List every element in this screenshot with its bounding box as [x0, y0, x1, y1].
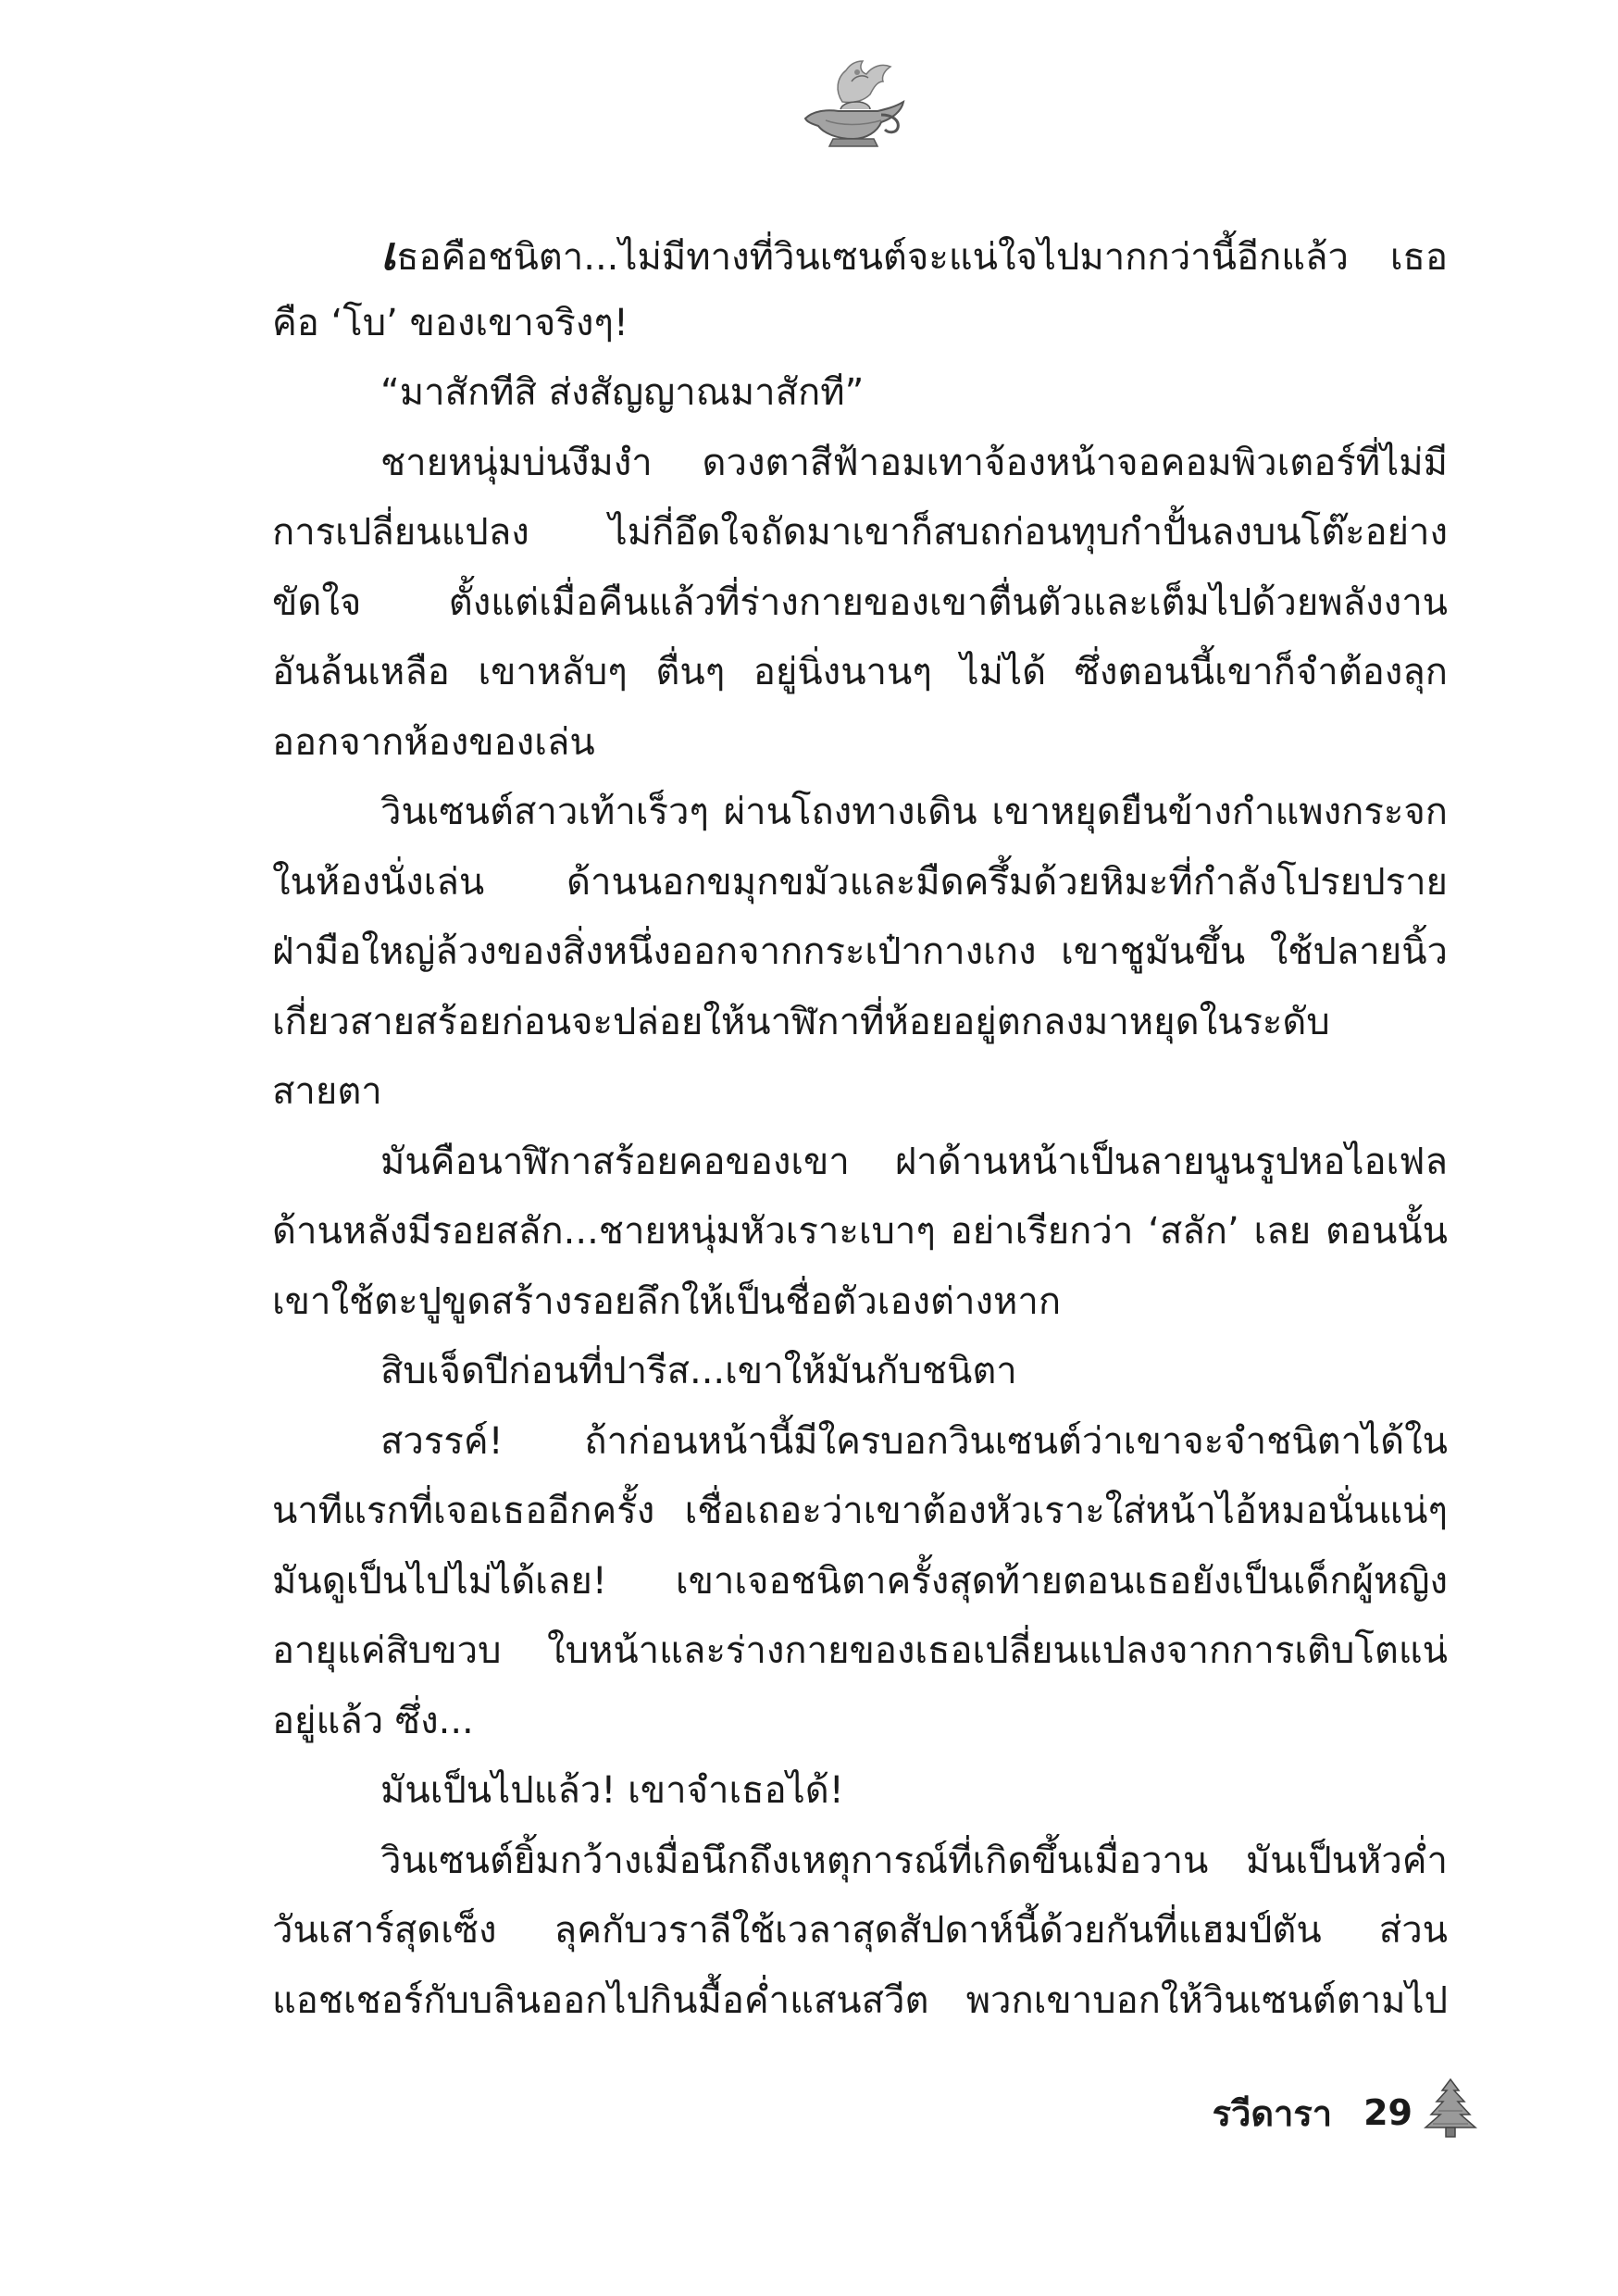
genie-lamp-icon — [789, 54, 918, 156]
page-number: 29 — [1363, 2092, 1413, 2133]
text-line: เขาใช้ตะปูขูดสร้างรอยลึกให้เป็นชื่อตัวเองต่างหาก — [272, 1279, 1062, 1323]
text-line: ชายหนุ่มบ่นงึมงำ ดวงตาสีฟ้าอมเทาจ้องหน้าจอคอมพิวเตอร์ที่ไม่มี — [380, 441, 1448, 484]
book-title: รวีดารา — [1212, 2092, 1333, 2134]
text-line: ขัดใจ ตั้งแต่เมื่อคืนแล้วที่ร่างกายของเขาตื่นตัวและเต็มไปด้วยพลังงาน — [272, 580, 1448, 624]
text-line: อยู่แล้ว ซึ่ง... — [272, 1699, 474, 1742]
text-line: นาทีแรกที่เจอเธออีกครั้ง เชื่อเถอะว่าเขาต้องหัวเราะใส่หน้าไอ้หมอนั่นแน่ๆ — [272, 1490, 1448, 1532]
text-line: อันล้นเหลือ เขาหลับๆ ตื่นๆ อยู่นิ่งนานๆ ไม่ได้ ซึ่งตอนนี้เขาก็จำต้องลุก — [272, 651, 1448, 693]
text-line: อายุแค่สิบขวบ ใบหน้าและร่างกายของเธอเปลี่ยนแปลงจากการเติบโตแน่ — [272, 1629, 1448, 1672]
text-line: “มาสักทีสิ ส่งสัญญาณมาสักที” — [380, 371, 865, 414]
page-footer — [1213, 2085, 1479, 2140]
text-line: การเปลี่ยนแปลง ไม่กี่อึดใจถัดมาเขาก็สบถก่อนทุบกำปั้นลงบนโต๊ะอย่าง — [272, 511, 1448, 554]
text-line: แอชเชอร์กับบลินออกไปกินมื้อค่ำแสนสวีต พวกเขาบอกให้วินเซนต์ตามไป — [272, 1978, 1448, 2022]
text-line: ในห้องนั่งเล่น ด้านนอกขมุกขมัวและมืดครึ้มด้วยหิมะที่กำลังโปรยปราย — [272, 860, 1448, 904]
drop-cap: เ — [380, 226, 397, 281]
text-line: มันดูเป็นไปไม่ได้เลย! เขาเจอชนิตาครั้งสุดท้ายตอนเธอยังเป็นเด็กผู้หญิง — [272, 1559, 1448, 1603]
chapter-text — [272, 218, 1448, 2036]
text-line: สวรรค์! ถ้าก่อนหน้านี้มีใครบอกวินเซนต์ว่าเขาจะจำชนิตาได้ใน — [380, 1419, 1448, 1463]
text-line: ฝ่ามือใหญ่ล้วงของสิ่งหนึ่งออกจากกระเป๋ากางเกง เขาชูมันขึ้น ใช้ปลายนิ้ว — [272, 930, 1448, 973]
text-line: มันเป็นไปแล้ว! เขาจำเธอได้! — [380, 1769, 844, 1812]
text-line: เกี่ยวสายสร้อยก่อนจะปล่อยให้นาฬิกาที่ห้อยอยู่ตกลงมาหยุดในระดับ — [272, 1000, 1330, 1043]
text-line: สายตา — [272, 1070, 382, 1113]
text-line: มันคือนาฬิกาสร้อยคอของเขา ฝาด้านหน้าเป็นลายนูนรูปหอไอเฟล — [380, 1140, 1448, 1183]
text-line: วินเซนต์สาวเท้าเร็วๆ ผ่านโถงทางเดิน เขาหยุดยืนข้างกำแพงกระจก — [380, 791, 1448, 833]
text-line: สิบเจ็ดปีก่อนที่ปารีส...เขาให้มันกับชนิตา — [380, 1350, 1017, 1392]
text-line: วันเสาร์สุดเซ็ง ลุคกับวราลีใช้เวลาสุดสัปดาห์นี้ด้วยกันที่แฮมป์ตัน ส่วน — [272, 1909, 1448, 1952]
text-line-content: ธอคือชนิตา...ไม่มีทางที่วินเซนต์จะแน่ใจไปมากกว่านี้อีกแล้ว เธอ — [396, 236, 1448, 279]
text-line — [272, 218, 1448, 289]
text-line: ด้านหลังมีรอยสลัก...ชายหนุ่มหัวเราะเบาๆ อย่าเรียกว่า ‘สลัก’ เลย ตอนนั้น — [272, 1210, 1448, 1253]
pine-tree-icon — [1422, 2078, 1479, 2142]
text-line: ออกจากห้องของเล่น — [272, 720, 595, 764]
text-line: คือ ‘โบ’ ของเขาจริงๆ! — [272, 301, 629, 344]
text-line: วินเซนต์ยิ้มกว้างเมื่อนึกถึงเหตุการณ์ที่เกิดขึ้นเมื่อวาน มันเป็นหัวค่ำ — [380, 1839, 1448, 1882]
